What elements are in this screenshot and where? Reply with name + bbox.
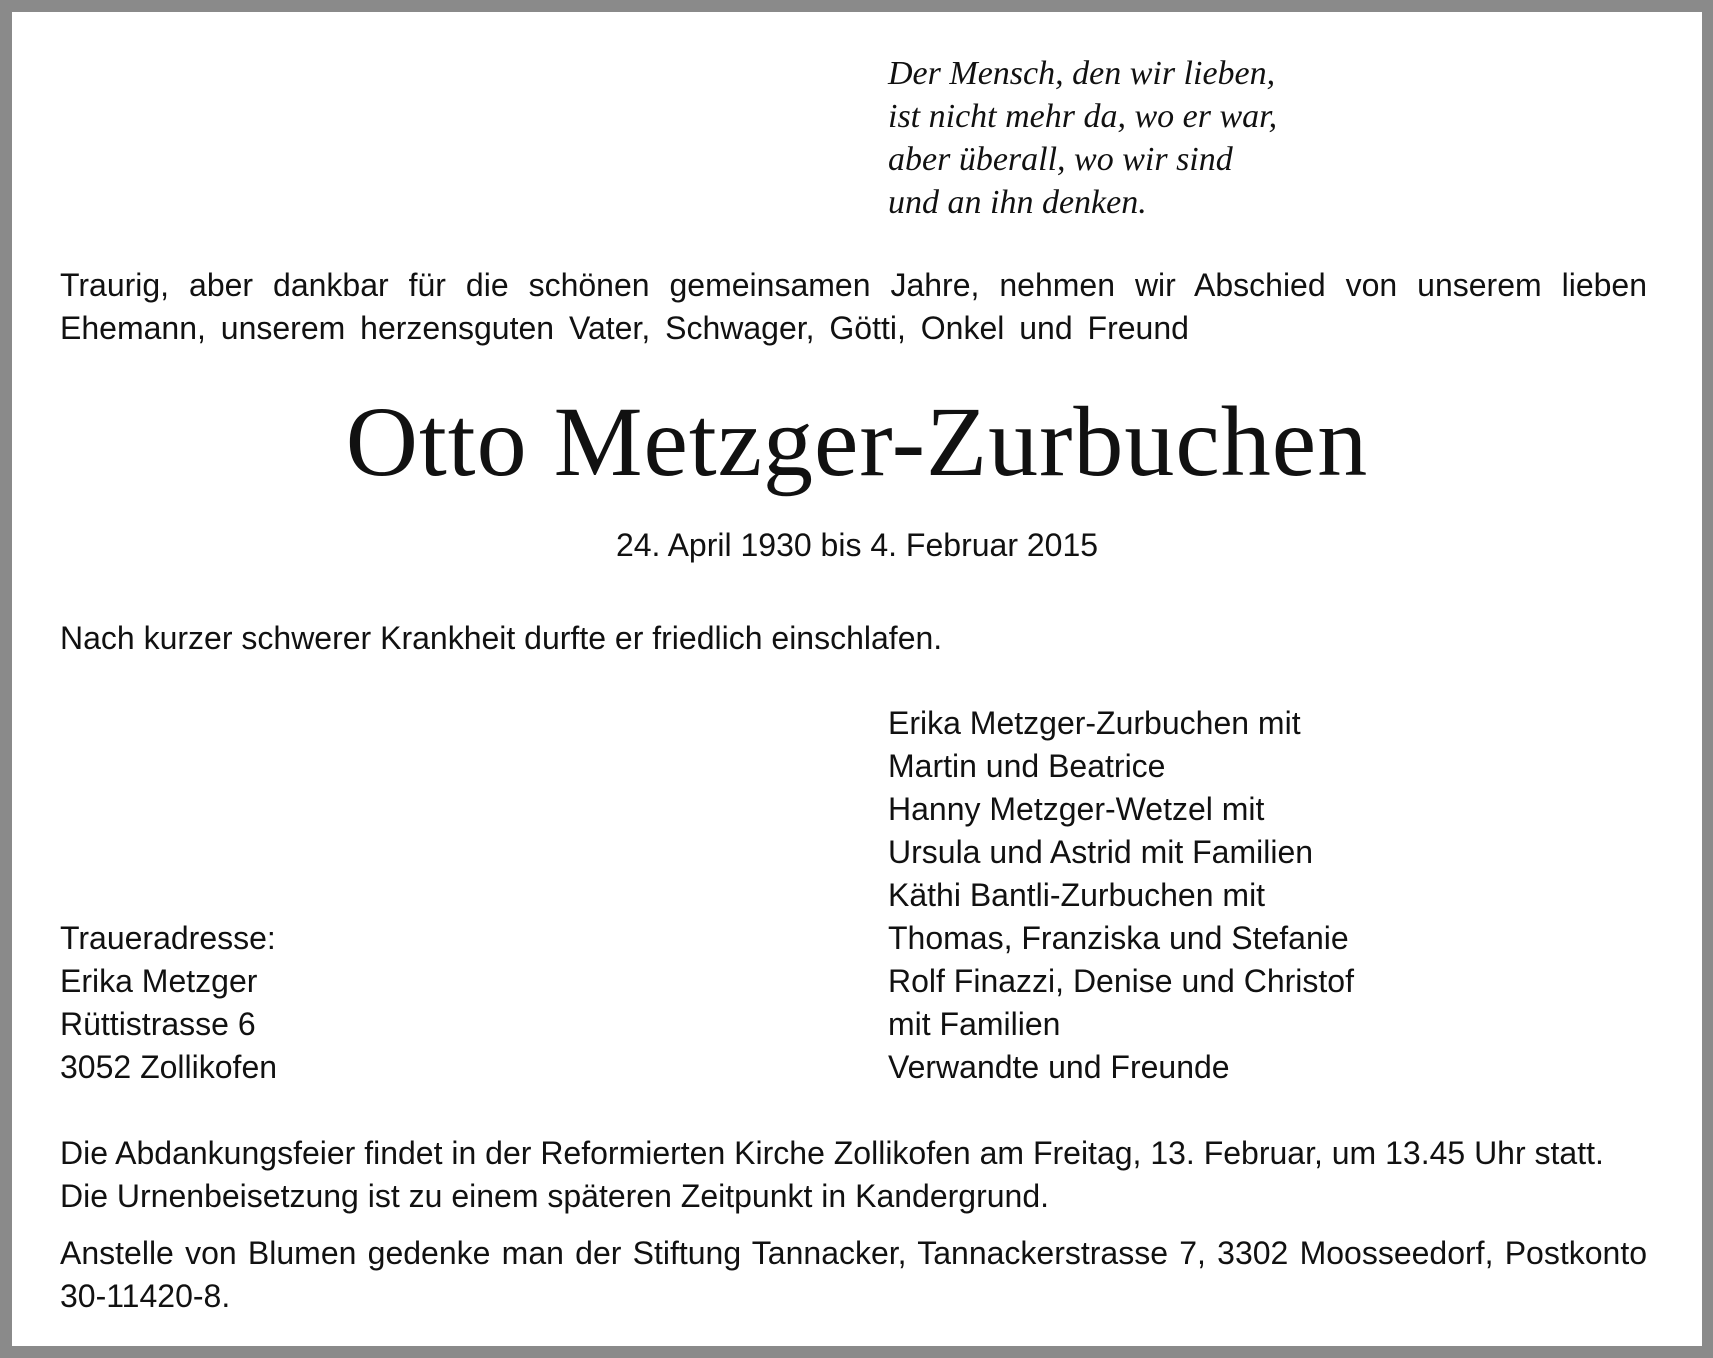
mourner-line: Verwandte und Freunde: [888, 1049, 1230, 1085]
mourner-line: Thomas, Franziska und Stefanie: [888, 920, 1349, 956]
ceremony-line: Die Abdankungsfeier findet in der Reformierten Kirche Zollikofen am Freitag, 13. Februar, um 13.45 Uhr statt.: [60, 1135, 1604, 1171]
address-name: Erika Metzger: [60, 963, 258, 999]
mourning-address: [60, 917, 277, 1089]
obituary-page: [12, 12, 1702, 1346]
address-street: Rüttistrasse 6: [60, 1006, 256, 1042]
motto-quote: [888, 52, 1277, 224]
mourner-line: Ursula und Astrid mit Familien: [888, 834, 1314, 870]
donation-note: Anstelle von Blumen gedenke man der Stiftung Tannacker, Tannackerstrasse 7, 3302 Moosseedorf, Postkonto 30-11420-8.: [60, 1235, 1647, 1314]
motto-line: aber überall, wo wir sind: [888, 141, 1233, 178]
address-city: 3052 Zollikofen: [60, 1049, 278, 1085]
intro-paragraph: Traurig, aber dankbar für die schönen gemeinsamen Jahre, nehmen wir Abschied von unserem lieben Ehemann, unserem herzensguten Vater, Schwager, Götti, Onkel und Freund: [60, 267, 1647, 346]
motto-line: Der Mensch, den wir lieben,: [888, 55, 1276, 92]
mourner-line: Erika Metzger-Zurbuchen mit: [888, 705, 1301, 741]
mourner-line: mit Familien: [888, 1006, 1061, 1042]
address-label: Traueradresse:: [60, 920, 276, 956]
life-dates: 24. April 1930 bis 4. Februar 2015: [615, 527, 1099, 563]
passing-note: Nach kurzer schwerer Krankheit durfte er friedlich einschlafen.: [60, 620, 943, 656]
deceased-name: Otto Metzger-Zurbuchen: [345, 386, 1369, 497]
mourner-line: Hanny Metzger-Wetzel mit: [888, 791, 1265, 827]
mourner-line: Rolf Finazzi, Denise und Christof: [888, 963, 1354, 999]
mourner-line: Käthi Bantli-Zurbuchen mit: [888, 877, 1266, 913]
mourner-line: Martin und Beatrice: [888, 748, 1166, 784]
motto-line: ist nicht mehr da, wo er war,: [888, 98, 1278, 135]
mourners-list: [888, 702, 1354, 1089]
motto-line: und an ihn denken.: [888, 184, 1147, 221]
ceremony-line: Die Urnenbeisetzung ist zu einem späteren Zeitpunkt in Kandergrund.: [60, 1178, 1050, 1214]
ceremony-info: [60, 1132, 1650, 1218]
